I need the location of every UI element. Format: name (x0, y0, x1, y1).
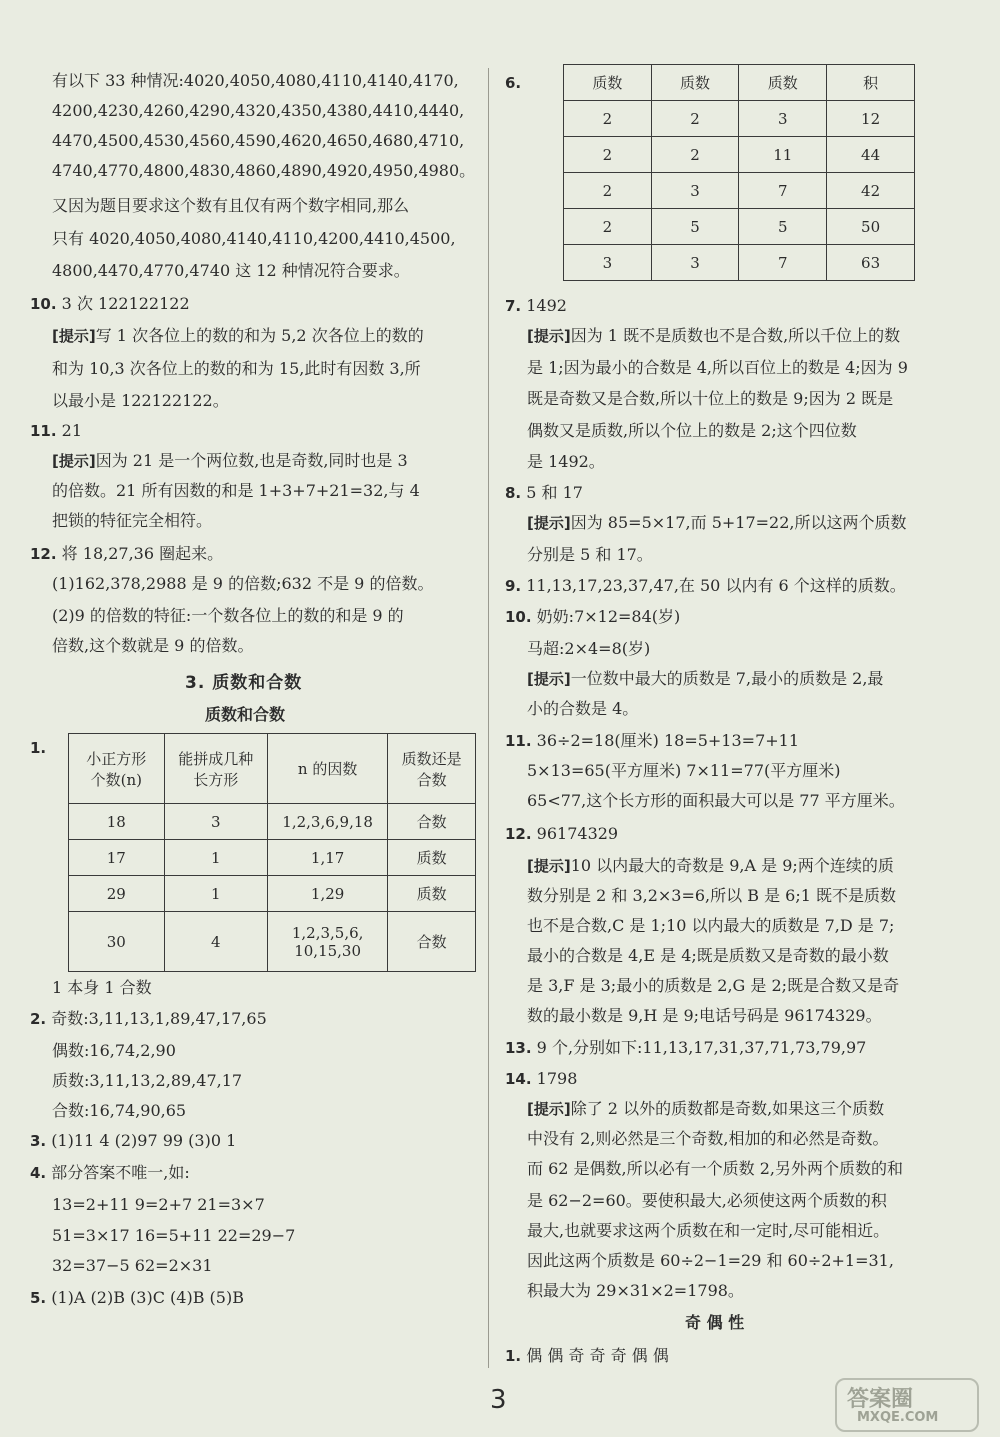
table-row (564, 101, 915, 137)
header-cell: 质数 (739, 65, 827, 101)
table-cell: 7 (739, 245, 827, 281)
question-number: 12. (30, 545, 57, 563)
question-number: 11. (505, 732, 532, 750)
hint-line (527, 325, 900, 347)
question-number: 7. (505, 297, 522, 315)
header-cell: 能拼成几种 长方形 (164, 734, 267, 804)
section-title: 3. 质数和合数 (185, 673, 303, 693)
answer-text: (1)11 4 (2)97 99 (3)0 1 (51, 1131, 237, 1150)
text-line: 偶数:16,74,2,90 (52, 1041, 176, 1060)
question-number: 2. (30, 1010, 47, 1028)
question-number: 8. (505, 484, 522, 502)
text-line: 质数:3,11,13,2,89,47,17 (52, 1071, 243, 1090)
question-12 (30, 543, 223, 565)
question-number: 10. (30, 295, 57, 313)
table-cell: 1 (164, 840, 267, 876)
question-5 (30, 1287, 244, 1309)
table-row (564, 209, 915, 245)
text-line: 32=37−5 62=2×31 (52, 1256, 213, 1275)
question-10 (505, 606, 680, 628)
header-cell: 小正方形 个数(n) (69, 734, 165, 804)
hint-line (527, 1098, 884, 1120)
table-cell: 2 (564, 209, 652, 245)
hint-tag: [提示] (527, 670, 571, 688)
table-cell: 4 (164, 912, 267, 972)
product-table (563, 64, 915, 281)
text-line: 5×13=65(平方厘米) 7×11=77(平方厘米) (527, 761, 841, 780)
hint-line: 和为 10,3 次各位上的数的和为 15,此时有因数 3,所 (52, 359, 421, 378)
text-line: 4800,4470,4770,4740 这 12 种情况符合要求。 (52, 261, 410, 280)
table-header-row (69, 734, 476, 804)
table-row (564, 137, 915, 173)
hint-text: 因为 85=5×17,而 5+17=22,所以这两个质数 (570, 513, 907, 532)
table-header-row (564, 65, 915, 101)
table-cell: 29 (69, 876, 165, 912)
hint-line: 数分别是 2 和 3,2×3=6,所以 B 是 6;1 既不是质数 (527, 886, 896, 905)
hint-line: 分别是 5 和 17。 (527, 545, 653, 564)
question-number: 14. (505, 1070, 532, 1088)
answer-text: 1798 (536, 1069, 578, 1088)
answer-line: 1 本身 1 合数 (52, 978, 152, 997)
hint-line: 小的合数是 4。 (527, 699, 639, 718)
text-line: 4470,4500,4530,4560,4590,4620,4650,4680,4710, (52, 131, 465, 150)
question-number: 3. (30, 1132, 47, 1150)
hint-tag: [提示] (527, 327, 571, 345)
table-cell: 50 (827, 209, 915, 245)
text-line: 4200,4230,4260,4290,4320,4350,4380,4410,4440, (52, 101, 465, 120)
table-cell: 1,17 (267, 840, 387, 876)
hint-text: 除了 2 以外的质数都是奇数,如果这三个质数 (570, 1099, 885, 1118)
table-cell: 2 (651, 137, 739, 173)
question-4 (30, 1162, 190, 1184)
question-number: 12. (505, 825, 532, 843)
table-cell: 5 (739, 209, 827, 245)
table-cell: 7 (739, 173, 827, 209)
text-line: 合数:16,74,90,65 (52, 1101, 187, 1120)
table-cell: 3 (164, 804, 267, 840)
parity-question-1 (505, 1345, 669, 1367)
hint-line (527, 668, 883, 690)
text-line: 有以下 33 种情况:4020,4050,4080,4110,4140,4170, (52, 71, 459, 90)
question-number: 1. (505, 1347, 522, 1365)
column-divider (488, 68, 489, 1368)
question-14 (505, 1068, 577, 1090)
table-cell: 44 (827, 137, 915, 173)
question-10 (30, 293, 190, 315)
text-line: 又因为题目要求这个数有且仅有两个数字相同,那么 (52, 196, 410, 215)
question-number: 1. (30, 739, 47, 757)
table-cell: 质数 (388, 840, 476, 876)
hint-line: 是 1492。 (527, 452, 605, 471)
question-12 (505, 823, 618, 845)
table-cell: 1,29 (267, 876, 387, 912)
hint-line: 也不是合数,C 是 1;10 以内最大的质数是 7,D 是 7; (527, 916, 895, 935)
hint-tag: [提示] (52, 452, 96, 470)
hint-tag: [提示] (52, 327, 96, 345)
table-row (564, 245, 915, 281)
hint-line: 是 3,F 是 3;最小的质数是 2,G 是 2;既是合数又是奇 (527, 976, 900, 995)
header-cell: 质数还是 合数 (388, 734, 476, 804)
question-number: 11. (30, 422, 57, 440)
question-number: 4. (30, 1164, 47, 1182)
text-line: 51=3×17 16=5+11 22=29−7 (52, 1226, 296, 1245)
table-cell: 2 (564, 137, 652, 173)
header-cell: 质数 (651, 65, 739, 101)
hint-line: 以最小是 122122122。 (52, 391, 229, 410)
hint-line: 的倍数。21 所有因数的和是 1+3+7+21=32,与 4 (52, 481, 420, 500)
question-11 (505, 730, 799, 752)
text-line: 13=2+11 9=2+7 21=3×7 (52, 1195, 265, 1214)
table-cell: 2 (651, 101, 739, 137)
table-cell: 1,2,3,5,6, 10,15,30 (267, 912, 387, 972)
hint-line: 因此这两个质数是 60÷2−1=29 和 60÷2+1=31, (527, 1251, 894, 1270)
hint-line: 最大,也就要求这两个质数在和一定时,尽可能相近。 (527, 1221, 890, 1240)
table-cell: 30 (69, 912, 165, 972)
question-9 (505, 575, 906, 597)
table-cell: 18 (69, 804, 165, 840)
answer-text: 5 和 17 (526, 483, 583, 502)
question-number: 5. (30, 1289, 47, 1307)
hint-tag: [提示] (527, 1100, 571, 1118)
answer-text: 奇数:3,11,13,1,89,47,17,65 (51, 1009, 267, 1028)
sub-title: 奇 偶 性 (685, 1313, 745, 1332)
table-cell: 1 (164, 876, 267, 912)
question-7 (505, 295, 567, 317)
table-cell: 2 (564, 101, 652, 137)
table-cell: 12 (827, 101, 915, 137)
text-line: 只有 4020,4050,4080,4140,4110,4200,4410,4500, (52, 229, 456, 248)
hint-line: 数的最小数是 9,H 是 9;电话号码是 96174329。 (527, 1006, 882, 1025)
table-cell: 3 (651, 173, 739, 209)
table-row (564, 173, 915, 209)
page-number: 3 (490, 1385, 507, 1415)
table-row (69, 876, 476, 912)
answer-text: 96174329 (536, 824, 619, 843)
table-cell: 11 (739, 137, 827, 173)
watermark-logo: 答案圈 MXQE.COM (835, 1378, 979, 1432)
table-cell: 42 (827, 173, 915, 209)
table-row (69, 912, 476, 972)
question-13 (505, 1037, 866, 1059)
hint-line (52, 450, 408, 472)
hint-text: 因为 21 是一个两位数,也是奇数,同时也是 3 (95, 451, 408, 470)
text-line: (1)162,378,2988 是 9 的倍数;632 不是 9 的倍数。 (52, 574, 434, 593)
table-cell: 3 (739, 101, 827, 137)
table-cell: 合数 (388, 912, 476, 972)
answer-text: 1492 (526, 296, 567, 315)
hint-line: 积最大为 29×31×2=1798。 (527, 1281, 744, 1300)
answer-text: 偶 偶 奇 奇 奇 偶 偶 (526, 1346, 669, 1365)
answer-text: 21 (61, 421, 83, 440)
hint-line (527, 512, 907, 534)
answer-text: 9 个,分别如下:11,13,17,31,37,71,73,79,97 (536, 1038, 867, 1057)
question-2 (30, 1008, 267, 1030)
table-cell: 3 (651, 245, 739, 281)
question-number: 6. (505, 74, 522, 92)
header-cell: 积 (827, 65, 915, 101)
hint-line: 最小的合数是 4,E 是 4;既是质数又是奇数的最小数 (527, 946, 889, 965)
table-cell: 17 (69, 840, 165, 876)
header-cell: 质数 (564, 65, 652, 101)
hint-line: 把锁的特征完全相符。 (52, 511, 213, 530)
hint-line: 既是奇数又是合数,所以十位上的数是 9;因为 2 既是 (527, 389, 894, 408)
table-cell: 2 (564, 173, 652, 209)
text-line: 马超:2×4=8(岁) (527, 639, 651, 658)
hint-line: 偶数又是质数,所以个位上的数是 2;这个四位数 (527, 421, 857, 440)
hint-line: 是 62−2=60。要使积最大,必须使这两个质数的积 (527, 1191, 887, 1210)
answer-text: 36÷2=18(厘米) 18=5+13=7+11 (536, 731, 800, 750)
hint-line: 中没有 2,则必然是三个奇数,相加的和必然是奇数。 (527, 1129, 889, 1148)
question-number: 10. (505, 608, 532, 626)
text-line: 65<77,这个长方形的面积最大可以是 77 平方厘米。 (527, 791, 905, 810)
table-row (69, 840, 476, 876)
hint-line (527, 855, 894, 877)
table-cell: 质数 (388, 876, 476, 912)
factor-table (68, 733, 476, 972)
hint-line: 而 62 是偶数,所以必有一个质数 2,另外两个质数的和 (527, 1159, 903, 1178)
table-cell: 3 (564, 245, 652, 281)
table-cell: 合数 (388, 804, 476, 840)
sub-title: 质数和合数 (205, 705, 286, 724)
hint-tag: [提示] (527, 514, 571, 532)
text-line: (2)9 的倍数的特征:一个数各位上的数的和是 9 的 (52, 606, 404, 625)
answer-text: 3 次 122122122 (61, 294, 190, 313)
answer-text: 部分答案不唯一,如: (51, 1163, 190, 1182)
question-number: 9. (505, 577, 522, 595)
question-11 (30, 420, 82, 442)
hint-line: 是 1;因为最小的合数是 4,所以百位上的数是 4;因为 9 (527, 358, 908, 377)
answer-text: (1)A (2)B (3)C (4)B (5)B (51, 1288, 244, 1307)
text-line: 4740,4770,4800,4830,4860,4890,4920,4950,4980。 (52, 161, 476, 180)
hint-text: 一位数中最大的质数是 7,最小的质数是 2,最 (570, 669, 884, 688)
answer-text: 奶奶:7×12=84(岁) (536, 607, 681, 626)
header-cell: n 的因数 (267, 734, 387, 804)
hint-text: 写 1 次各位上的数的和为 5,2 次各位上的数的 (95, 326, 424, 345)
question-3 (30, 1130, 236, 1152)
question-8 (505, 482, 583, 504)
answer-text: 将 18,27,36 圈起来。 (61, 544, 224, 563)
hint-line (52, 325, 424, 347)
text-line: 倍数,这个数就是 9 的倍数。 (52, 636, 254, 655)
question-number: 13. (505, 1039, 532, 1057)
table-cell: 5 (651, 209, 739, 245)
hint-tag: [提示] (527, 857, 571, 875)
hint-text: 10 以内最大的奇数是 9,A 是 9;两个连续的质 (570, 856, 894, 875)
hint-text: 因为 1 既不是质数也不是合数,所以千位上的数 (570, 326, 901, 345)
table-cell: 63 (827, 245, 915, 281)
table-row (69, 804, 476, 840)
table-cell: 1,2,3,6,9,18 (267, 804, 387, 840)
answer-text: 11,13,17,23,37,47,在 50 以内有 6 个这样的质数。 (526, 576, 906, 595)
